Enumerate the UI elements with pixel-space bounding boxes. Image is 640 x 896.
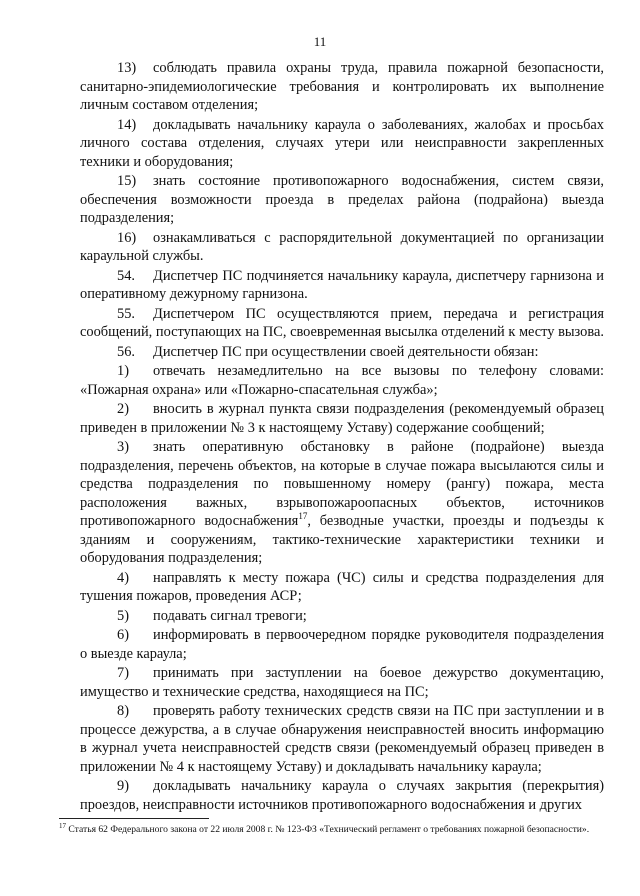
item-number: 4) xyxy=(117,569,129,586)
item-text: ознакамливаться с распорядительной документацией по организации караульной службы. xyxy=(80,229,604,264)
footnote-divider xyxy=(59,818,209,819)
footnote xyxy=(59,823,607,837)
list-item xyxy=(80,777,604,814)
footnote-mark: 17 xyxy=(59,821,66,830)
item-text: вносить в журнал пункта связи подразделения (рекомендуемый образец приведен в приложении № 3 к настоящему Уставу) содержание сообщений; xyxy=(80,401,604,436)
item-text: докладывать начальнику караула о случаях закрытия (перекрытия) проездов, неисправности источников противопожарного водоснабжения и других xyxy=(80,778,604,813)
list-item xyxy=(80,438,604,568)
list-item xyxy=(80,400,604,437)
item-text: знать состояние противопожарного водоснабжения, систем связи, обеспечения возможности проезда в пределах района (подрайона) выезда подразделения; xyxy=(80,173,604,226)
item-text: подавать сигнал тревоги; xyxy=(153,607,307,624)
item-text: принимать при заступлении на боевое дежурство документацию, имущество и технические средства, находящиеся на ПС; xyxy=(80,665,604,700)
section-number: 54. xyxy=(117,267,135,284)
item-number: 5) xyxy=(117,607,129,624)
item-number: 14) xyxy=(117,116,137,133)
item-number: 3) xyxy=(117,439,129,455)
section-number: 56. xyxy=(117,343,135,360)
list-item xyxy=(80,626,604,663)
section-text: Диспетчер ПС подчиняется начальнику караула, диспетчеру гарнизона и оперативному дежурному гарнизона. xyxy=(80,267,604,302)
item-number: 8) xyxy=(117,703,129,719)
list-item xyxy=(80,569,604,606)
item-text: направлять к месту пожара (ЧС) силы и средства подразделения для тушения пожаров, проведения АСР; xyxy=(80,569,604,604)
list-item xyxy=(80,59,604,115)
item-text: отвечать незамедлительно на все вызовы по телефону словами: «Пожарная охрана» или «Пожарно-спасательная служба»; xyxy=(80,363,604,398)
item-number: 6) xyxy=(117,627,129,643)
item-number: 9) xyxy=(117,778,129,794)
item-number: 7) xyxy=(117,665,129,681)
page-number: 11 xyxy=(313,34,327,49)
list-item xyxy=(80,702,604,776)
item-number: 15) xyxy=(117,173,137,189)
section-paragraph xyxy=(80,305,604,342)
item-number: 13) xyxy=(117,60,137,76)
item-number: 1) xyxy=(117,363,129,379)
section-number: 55. xyxy=(117,305,135,322)
section-text: Диспетчер ПС при осуществлении своей деятельности обязан: xyxy=(153,343,539,360)
list-item xyxy=(80,607,604,626)
item-text: соблюдать правила охраны труда, правила пожарной безопасности, санитарно-эпидемиологические требования и контролировать их выполнение личным составом отделения; xyxy=(80,60,604,113)
list-item xyxy=(80,664,604,701)
section-text: Диспетчером ПС осуществляются прием, передача и регистрация сообщений, поступающих на ПС, своевременная высылка отделений к месту вызова. xyxy=(80,305,604,340)
list-item xyxy=(80,229,604,266)
item-text: знать оперативную обстановку в районе (подрайоне) выезда подразделения, перечень объектов, на которые в случае пожара высылаются силы и средства подразделения по повышенному номеру (рангу) пожара, места расположения важных, взрывопожароопасных объектов, источников противопожарного водоснабжения xyxy=(80,439,604,529)
item-text: проверять работу технических средств связи на ПС при заступлении и в процессе дежурства, а в случае обнаружения неисправностей вносить информацию в журнал учета неисправностей средств связи (рекомендуемый образец приведен в приложении № 4 к настоящему Уставу) и докладывать начальнику караула; xyxy=(80,703,604,775)
list-item xyxy=(80,362,604,399)
list-item xyxy=(80,116,604,172)
document-body xyxy=(80,59,604,814)
footnote-reference[interactable]: 17 xyxy=(298,511,308,522)
list-item xyxy=(80,172,604,228)
item-text: докладывать начальнику караула о заболеваниях, жалобах и просьбах личного состава отделения, случаях утери или неисправности закрепленных техники и оборудования; xyxy=(80,116,604,170)
footnote-text: Статья 62 Федерального закона от 22 июля 2008 г. № 123-ФЗ «Технический регламент о требованиях пожарной безопасности». xyxy=(68,824,590,835)
item-text: информировать в первоочередном порядке руководителя подразделения о выезде караула; xyxy=(80,627,604,662)
item-number: 16) xyxy=(117,229,137,246)
item-text-continued: , безводные участки, проезды и подъезды к зданиям и сооружениям, тактико-технические характеристики техники и оборудования подразделения; xyxy=(80,513,604,566)
section-paragraph xyxy=(80,267,604,304)
section-paragraph xyxy=(80,343,604,362)
item-number: 2) xyxy=(117,401,129,417)
